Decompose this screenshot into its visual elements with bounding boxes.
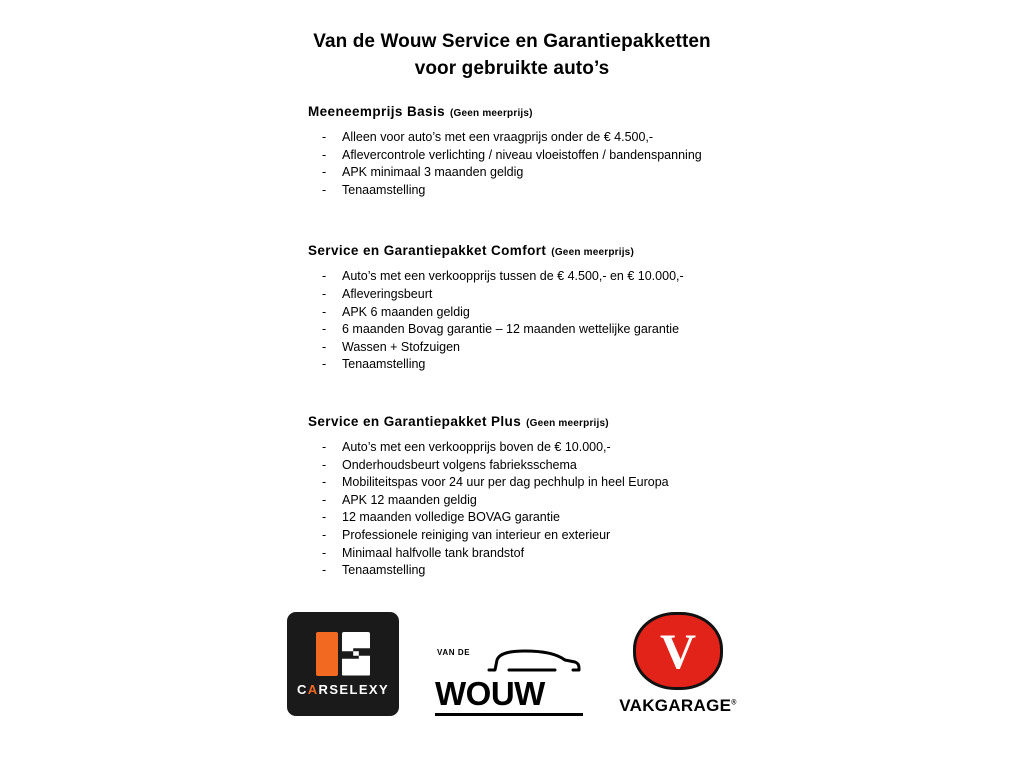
- list-item: [308, 356, 964, 374]
- bullet-dash: -: [322, 147, 327, 162]
- section-item-list: [308, 439, 964, 580]
- list-item: [308, 147, 964, 165]
- registered-mark: ®: [731, 699, 737, 707]
- van-de-wouw-small-text: VAN DE: [437, 648, 471, 657]
- vakgarage-logo: [619, 612, 737, 716]
- section-heading-text: Service en Garantiepakket Comfort: [308, 243, 547, 259]
- bullet-dash: -: [322, 165, 327, 180]
- list-item: [308, 492, 964, 510]
- list-item: [308, 545, 964, 563]
- list-item: [308, 321, 964, 339]
- logo-row: [0, 612, 1024, 716]
- list-item-text: Tenaamstelling: [342, 182, 426, 197]
- list-item: [308, 339, 964, 357]
- vakgarage-wordmark: [619, 696, 736, 716]
- bullet-dash: -: [322, 492, 327, 507]
- section-heading: [308, 243, 964, 258]
- list-item-text: Auto’s met een verkoopprijs boven de € 10.000,-: [342, 439, 611, 454]
- section-garantiepakket-comfort: [308, 243, 964, 374]
- vakgarage-letter: V: [659, 623, 697, 679]
- section-item-list: [308, 129, 964, 199]
- section-heading-text: Meeneemprijs Basis: [308, 104, 446, 119]
- bullet-dash: -: [322, 339, 327, 354]
- list-item: [308, 268, 964, 286]
- list-item-text: Afleveringsbeurt: [342, 286, 433, 301]
- list-item: [308, 182, 964, 200]
- section-heading: [308, 414, 964, 429]
- list-item: [308, 164, 964, 182]
- list-item-text: Onderhoudsbeurt volgens fabrieksschema: [342, 457, 577, 472]
- section-item-list: [308, 268, 964, 374]
- van-de-wouw-top: [435, 646, 583, 676]
- document-body: [0, 104, 1024, 580]
- list-item: [308, 286, 964, 304]
- list-item-text: 12 maanden volledige BOVAG garantie: [342, 510, 560, 525]
- van-de-wouw-logo: [435, 642, 583, 716]
- carselexy-logo: [287, 612, 399, 716]
- list-item-text: APK minimaal 3 maanden geldig: [342, 165, 524, 180]
- list-item-text: Tenaamstelling: [342, 357, 426, 372]
- list-item: [308, 562, 964, 580]
- list-item: [308, 457, 964, 475]
- car-icon: [485, 648, 581, 674]
- title-line-2: voor gebruikte auto’s: [414, 58, 610, 79]
- carselexy-mark-icon: [316, 632, 370, 676]
- list-item: [308, 439, 964, 457]
- carselexy-text-before: C: [296, 681, 308, 697]
- section-heading: [308, 104, 964, 119]
- section-heading-text: Service en Garantiepakket Plus: [308, 413, 522, 429]
- title-line-1: Van de Wouw Service en Garantiepakketten: [313, 31, 711, 52]
- vakgarage-word-text: VAKGARAGE: [619, 696, 732, 715]
- list-item-text: Auto’s met een verkoopprijs tussen de € 4.500,- en € 10.000,-: [342, 269, 684, 284]
- carselexy-orange-bar: [316, 632, 338, 676]
- list-item-text: 6 maanden Bovag garantie – 12 maanden wettelijke garantie: [342, 322, 680, 337]
- list-item-text: Wassen + Stofzuigen: [342, 339, 461, 354]
- carselexy-text-accent: A: [307, 681, 319, 697]
- bullet-dash: -: [322, 269, 327, 284]
- section-heading-note: (Geen meerprijs): [551, 247, 634, 259]
- bullet-dash: -: [322, 510, 327, 525]
- section-heading-note: (Geen meerprijs): [526, 417, 609, 429]
- van-de-wouw-underline: [435, 713, 583, 716]
- bullet-dash: -: [322, 563, 327, 578]
- bullet-dash: -: [322, 357, 327, 372]
- bullet-dash: -: [322, 286, 327, 301]
- carselexy-text-after: RSELEXY: [318, 681, 390, 697]
- bullet-dash: -: [322, 545, 327, 560]
- list-item: [308, 474, 964, 492]
- document-title: [0, 0, 1024, 82]
- carselexy-s-shape: [342, 632, 370, 676]
- section-garantiepakket-plus: [308, 414, 964, 580]
- list-item-text: APK 6 maanden geldig: [342, 304, 470, 319]
- list-item: [308, 509, 964, 527]
- list-item-text: APK 12 maanden geldig: [342, 492, 477, 507]
- vakgarage-badge-icon: [633, 612, 723, 690]
- bullet-dash: -: [322, 130, 327, 144]
- bullet-dash: -: [322, 527, 327, 542]
- list-item: [308, 304, 964, 322]
- list-item-text: Mobiliteitspas voor 24 uur per dag pechhulp in heel Europa: [342, 475, 669, 490]
- bullet-dash: -: [322, 182, 327, 197]
- list-item: [308, 527, 964, 545]
- list-item-text: Professionele reiniging van interieur en exterieur: [342, 527, 611, 542]
- bullet-dash: -: [322, 457, 327, 472]
- bullet-dash: -: [322, 322, 327, 337]
- list-item: [308, 129, 964, 147]
- carselexy-wordmark: [297, 682, 389, 697]
- list-item-text: Aflevercontrole verlichting / niveau vloeistoffen / bandenspanning: [342, 147, 702, 162]
- section-meeneemprijs-basis: [308, 104, 964, 199]
- section-heading-note: (Geen meerprijs): [450, 108, 533, 119]
- list-item-text: Tenaamstelling: [342, 563, 426, 578]
- bullet-dash: -: [322, 439, 327, 454]
- bullet-dash: -: [322, 304, 327, 319]
- list-item-text: Alleen voor auto’s met een vraagprijs onder de € 4.500,-: [342, 130, 654, 144]
- list-item-text: Minimaal halfvolle tank brandstof: [342, 545, 525, 560]
- van-de-wouw-wordmark: WOUW: [435, 675, 545, 712]
- bullet-dash: -: [322, 475, 327, 490]
